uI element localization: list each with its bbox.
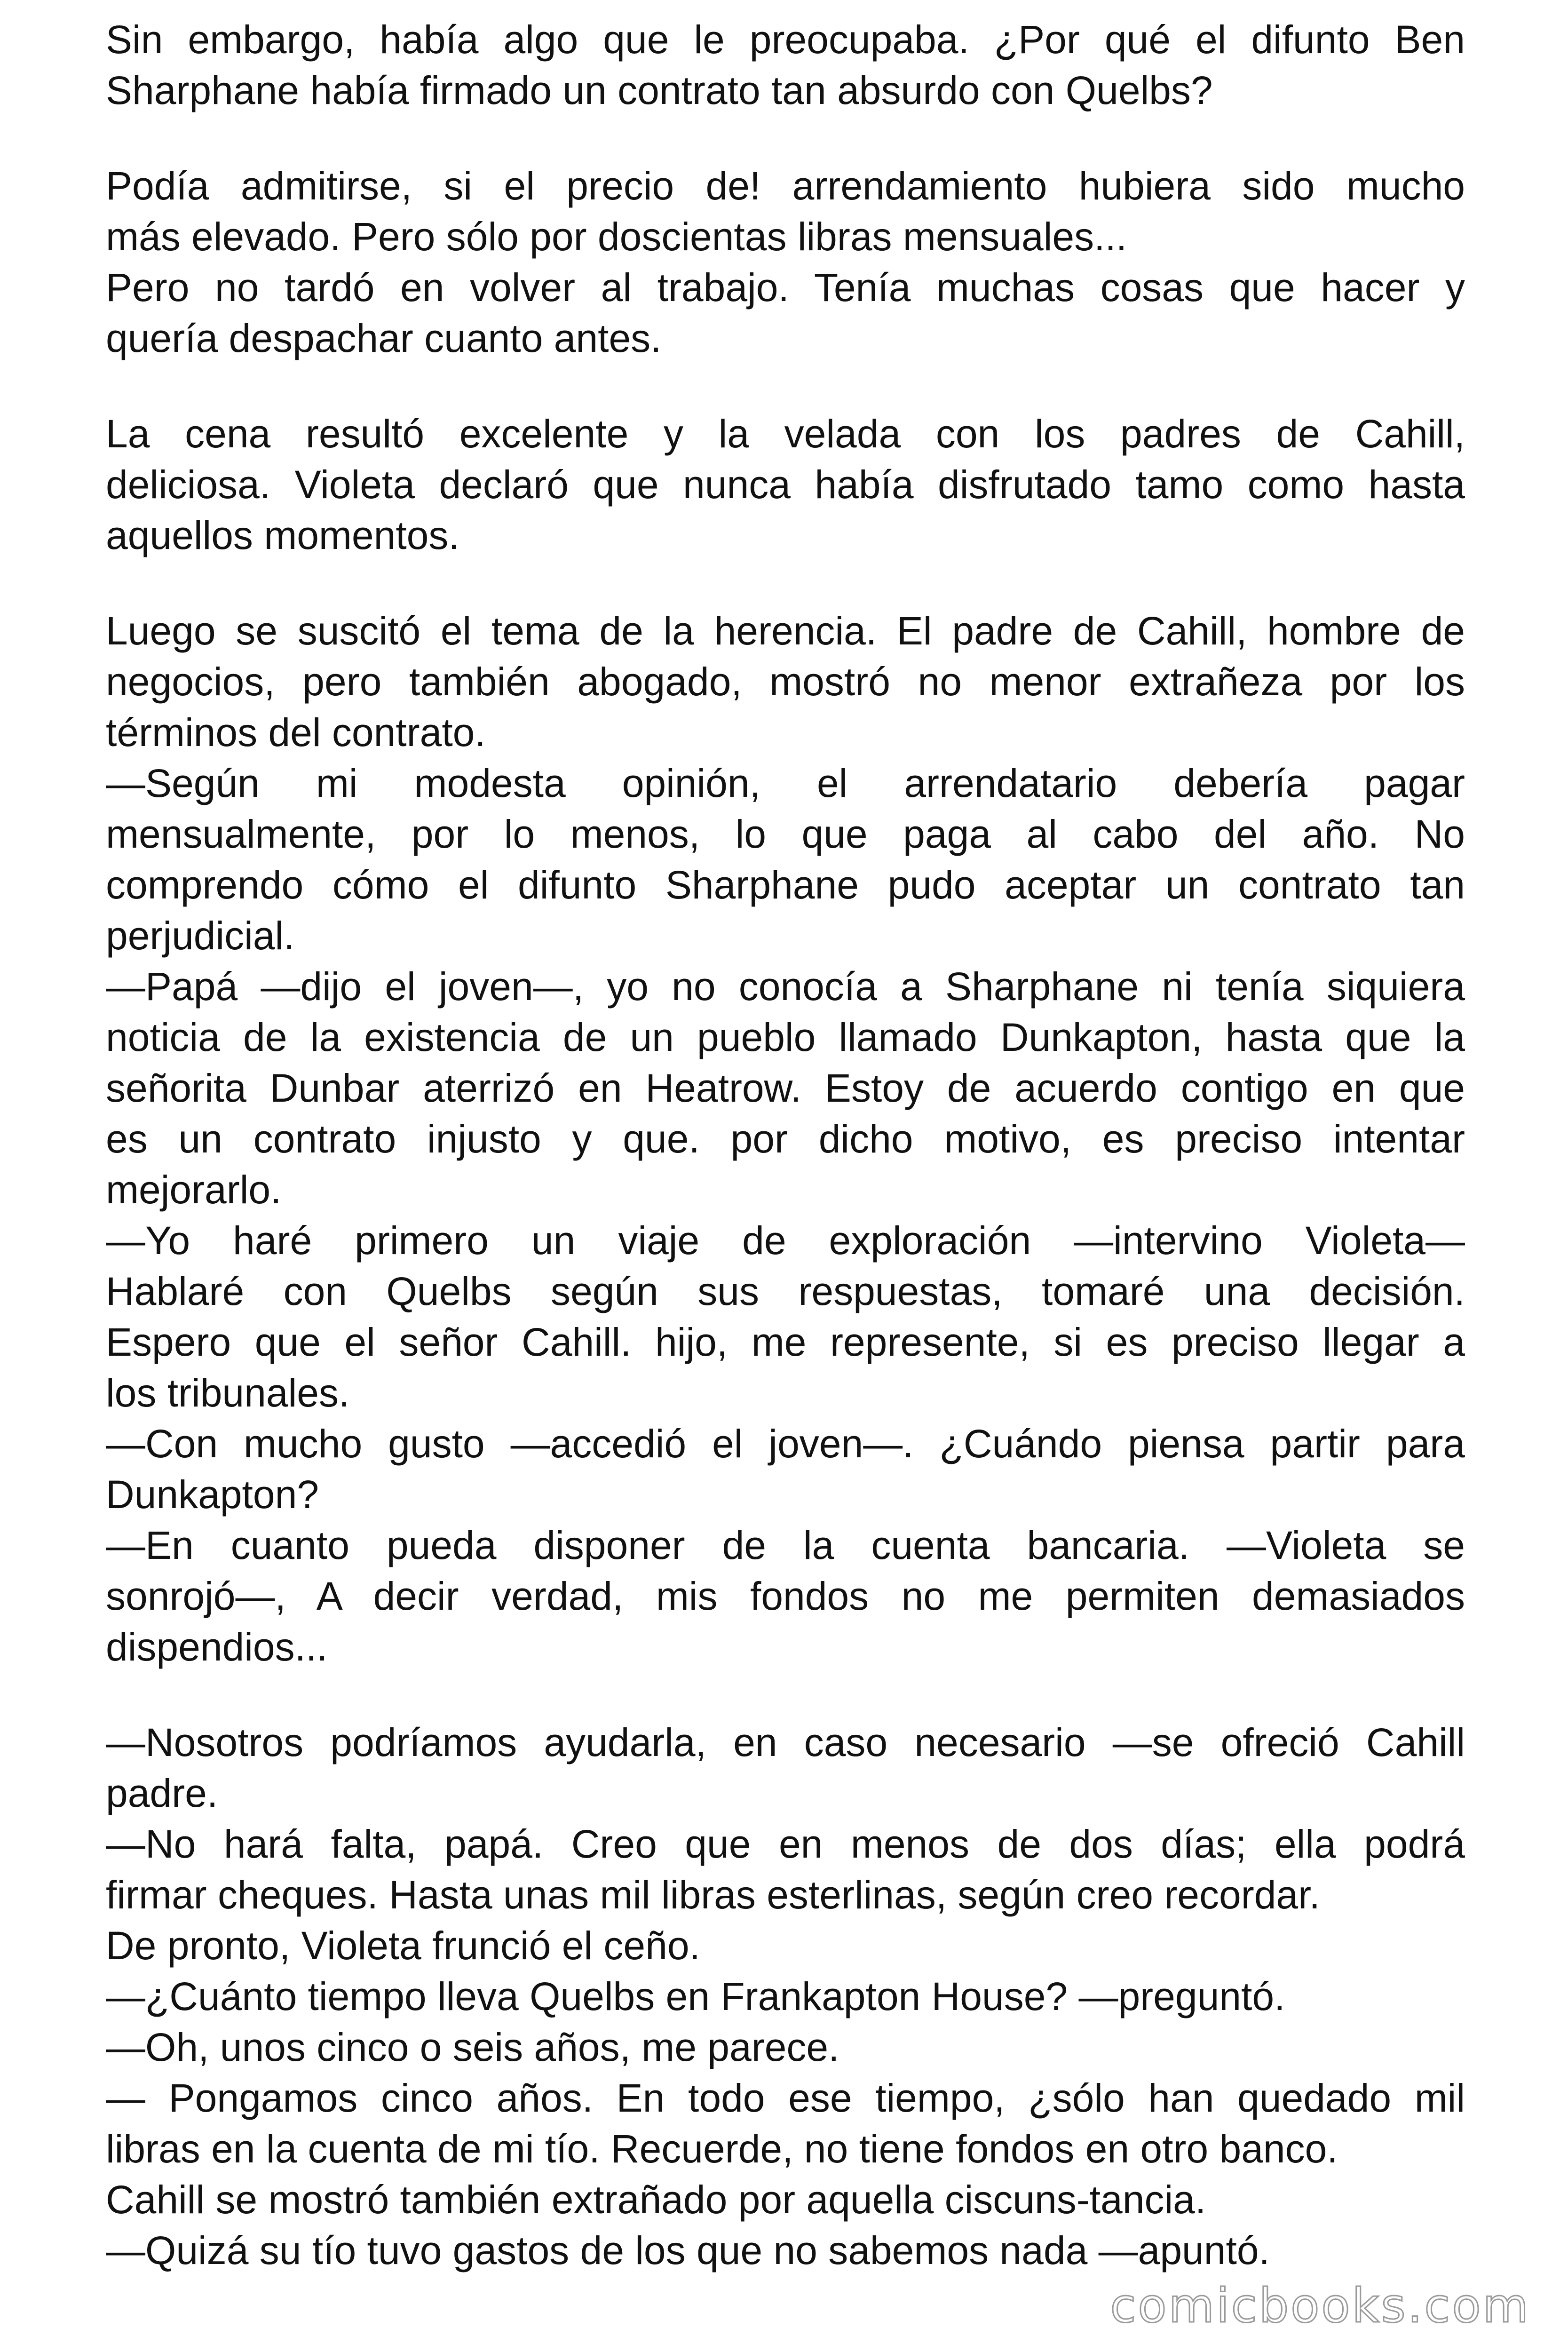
- text-line: De pronto, Violeta frunció el ceño.: [106, 1923, 700, 1968]
- text-line: Hablaré con Quelbs según sus respuestas, tomaré una decisión.: [106, 1269, 1465, 1313]
- text-line: La cena resultó excelente y la velada con los padres de Cahill,: [106, 412, 1465, 456]
- text-line: sonrojó—, A decir verdad, mis fondos no me permiten demasiados: [106, 1574, 1465, 1618]
- text-line: mejorarlo.: [106, 1168, 282, 1212]
- paragraph-3: [106, 408, 1465, 561]
- text-line: —No hará falta, papá. Creo que en menos de dos días; ella podrá: [106, 1822, 1465, 1866]
- text-line: —Yo haré primero un viaje de exploración —intervino Violeta—: [106, 1218, 1465, 1263]
- text-line: —Nosotros podríamos ayudarla, en caso necesario —se ofreció Cahill: [106, 1720, 1465, 1764]
- text-line: —En cuanto pueda disponer de la cuenta bancaria. —Violeta se: [106, 1523, 1465, 1567]
- text-line: Luego se suscitó el tema de la herencia. El padre de Cahill, hombre de: [106, 609, 1465, 653]
- text-line: —¿Cuánto tiempo lleva Quelbs en Frankapton House? —preguntó.: [106, 1974, 1285, 2018]
- text-line: Dunkapton?: [106, 1472, 319, 1517]
- text-line: es un contrato injusto y que. por dicho motivo, es preciso intentar: [106, 1117, 1465, 1161]
- text-line: mensualmente, por lo menos, lo que paga al cabo del año. No: [106, 812, 1465, 856]
- text-line: libras en la cuenta de mi tío. Recuerde, no tiene fondos en otro banco.: [106, 2127, 1338, 2171]
- text-line: —Papá —dijo el joven—, yo no conocía a Sharphane ni tenía siquiera: [106, 964, 1465, 1009]
- text-line: Sharphane había firmado un contrato tan absurdo con Quelbs?: [106, 68, 1213, 112]
- watermark-logo: comicbooks.com: [1110, 2278, 1530, 2333]
- paragraph-2: [106, 160, 1465, 364]
- text-line: dispendios...: [106, 1625, 328, 1669]
- text-line: Pero no tardó en volver al trabajo. Tenía muchas cosas que hacer y: [106, 265, 1465, 310]
- text-line: noticia de la existencia de un pueblo llamado Dunkapton, hasta que la: [106, 1015, 1465, 1059]
- text-line: señorita Dunbar aterrizó en Heatrow. Estoy de acuerdo contigo en que: [106, 1066, 1465, 1110]
- text-line: padre.: [106, 1771, 218, 1815]
- text-line: aquellos momentos.: [106, 513, 459, 557]
- text-line: Podía admitirse, si el precio de! arrendamiento hubiera sido mucho: [106, 164, 1465, 208]
- text-line: comprendo cómo el difunto Sharphane pudo aceptar un contrato tan: [106, 863, 1465, 907]
- text-line: —Según mi modesta opinión, el arrendatario debería pagar: [106, 761, 1465, 805]
- text-line: Sin embargo, había algo que le preocupaba. ¿Por qué el difunto Ben: [106, 17, 1465, 62]
- text-line: —Oh, unos cinco o seis años, me parece.: [106, 2025, 839, 2069]
- paragraph-5: [106, 1717, 1465, 2276]
- text-line: firmar cheques. Hasta unas mil libras esterlinas, según creo recordar.: [106, 1873, 1320, 1917]
- text-line: términos del contrato.: [106, 710, 486, 755]
- text-line: —Con mucho gusto —accedió el joven—. ¿Cuándo piensa partir para: [106, 1422, 1465, 1466]
- paragraph-1: [106, 14, 1465, 116]
- text-line: quería despachar cuanto antes.: [106, 316, 662, 360]
- book-page: [106, 14, 1465, 2276]
- text-line: negocios, pero también abogado, mostró no menor extrañeza por los: [106, 660, 1465, 704]
- text-line: Cahill se mostró también extrañado por aquella ciscuns-tancia.: [106, 2177, 1206, 2222]
- text-line: Espero que el señor Cahill. hijo, me represente, si es preciso llegar a: [106, 1320, 1465, 1364]
- text-line: perjudicial.: [106, 914, 295, 958]
- paragraph-4: [106, 605, 1465, 1672]
- text-line: —Quizá su tío tuvo gastos de los que no sabemos nada —apuntó.: [106, 2228, 1270, 2273]
- text-line: los tribunales.: [106, 1371, 350, 1415]
- text-line: deliciosa. Violeta declaró que nunca había disfrutado tamo como hasta: [106, 462, 1465, 507]
- text-line: — Pongamos cinco años. En todo ese tiempo, ¿sólo han quedado mil: [106, 2076, 1465, 2120]
- text-line: más elevado. Pero sólo por doscientas libras mensuales...: [106, 215, 1127, 259]
